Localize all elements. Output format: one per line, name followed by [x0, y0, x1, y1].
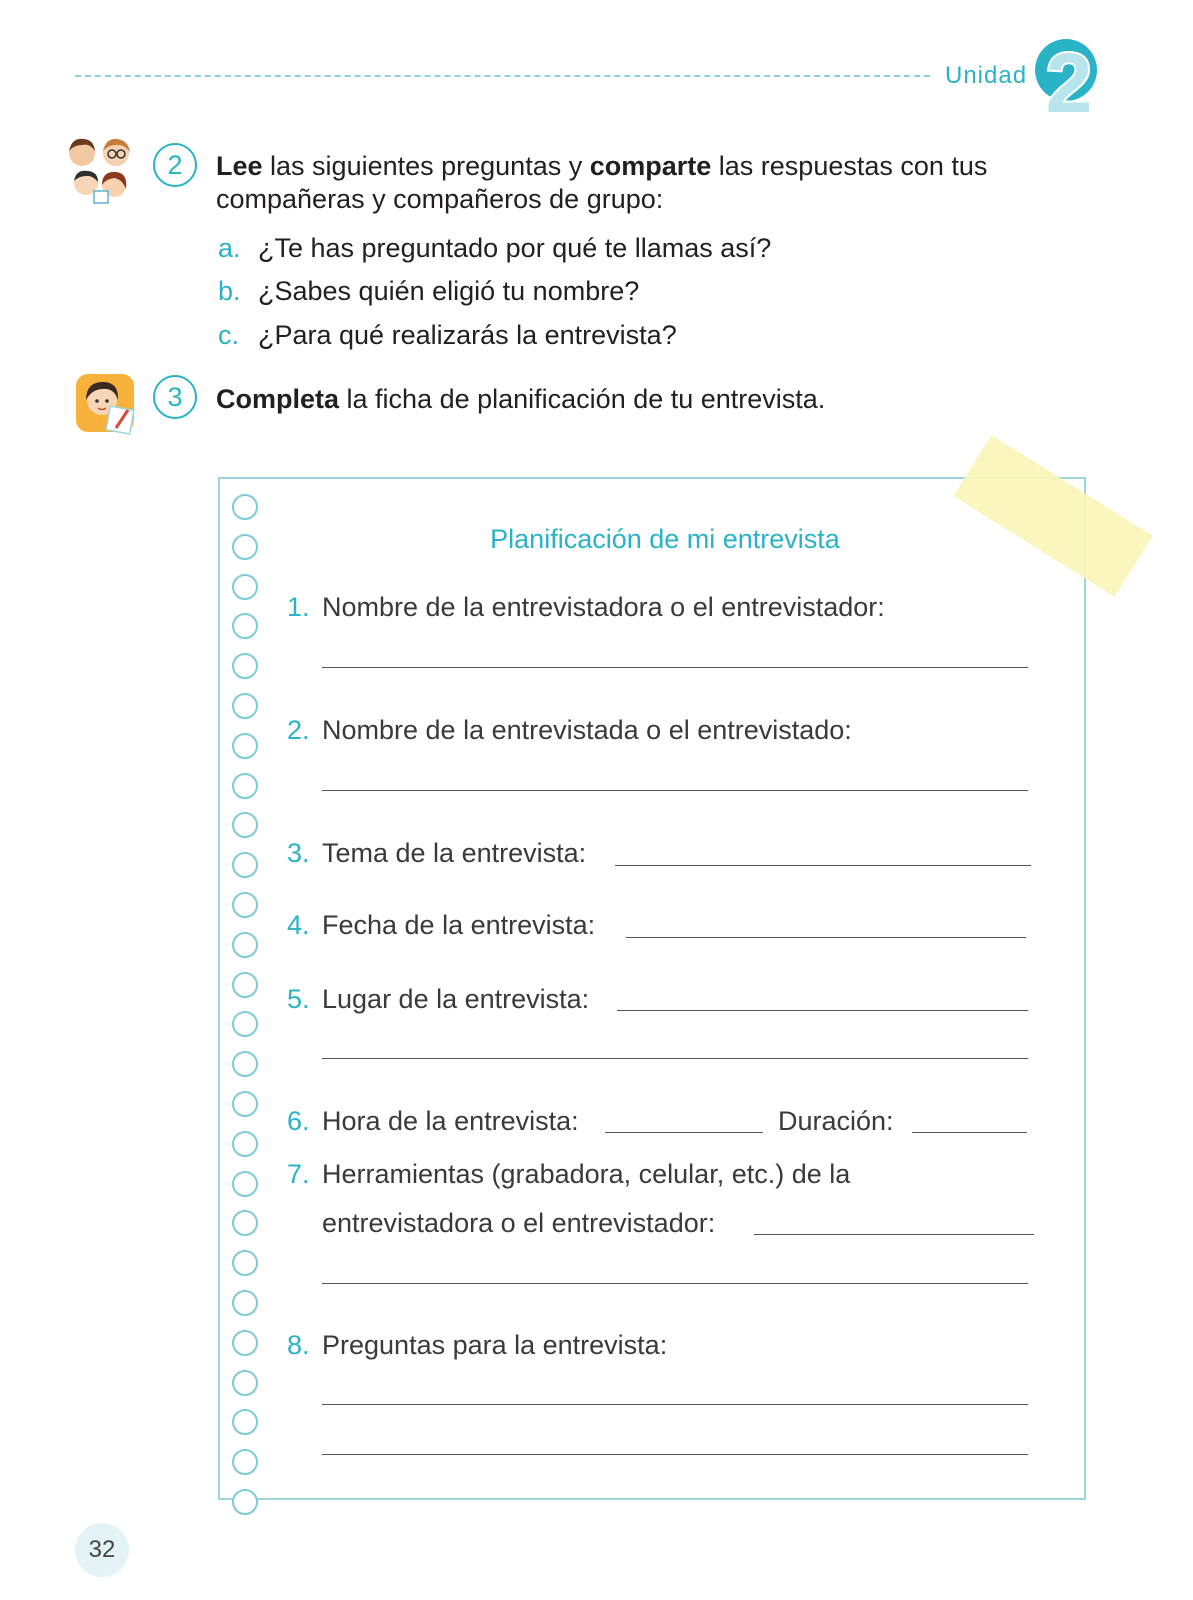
- notebook-hole: [232, 812, 258, 838]
- question-letter-c: c.: [218, 320, 240, 350]
- item-2-label: Nombre de la entrevistada o el entrevistado:: [322, 715, 852, 745]
- item-2-answer-line[interactable]: [322, 790, 1028, 791]
- item-8-label: Preguntas para la entrevista:: [322, 1330, 668, 1360]
- card-title: Planificación de mi entrevista: [490, 524, 840, 554]
- item-4-number: 4.: [287, 910, 310, 940]
- notebook-holes: [232, 494, 258, 1529]
- activity-2-verb-share: comparte: [589, 151, 712, 181]
- item-7-answer-line-2[interactable]: [322, 1283, 1028, 1284]
- notebook-hole: [232, 534, 258, 560]
- notebook-hole: [232, 972, 258, 998]
- notebook-hole: [232, 892, 258, 918]
- notebook-hole: [232, 613, 258, 639]
- activity-2-text-2: las respuestas con tus: [711, 151, 988, 181]
- item-7-label-2: entrevistadora o el entrevistador:: [322, 1208, 716, 1238]
- item-8-number: 8.: [287, 1330, 310, 1360]
- notebook-hole: [232, 733, 258, 759]
- notebook-hole: [232, 1210, 258, 1236]
- notebook-hole: [232, 494, 258, 520]
- notebook-hole: [232, 1330, 258, 1356]
- item-4-label: Fecha de la entrevista:: [322, 910, 596, 940]
- item-5-label: Lugar de la entrevista:: [322, 984, 590, 1014]
- item-5-answer-line-2[interactable]: [322, 1058, 1028, 1059]
- notebook-hole: [232, 1131, 258, 1157]
- activity-2-instruction: [216, 150, 987, 216]
- notebook-hole: [232, 773, 258, 799]
- activity-3-instruction: [216, 383, 825, 416]
- header-dashed-rule: [75, 75, 930, 77]
- notebook-hole: [232, 1091, 258, 1117]
- item-1-number: 1.: [287, 592, 310, 622]
- item-8-answer-line-2[interactable]: [322, 1454, 1028, 1455]
- item-2-number: 2.: [287, 715, 310, 745]
- item-7-answer-line[interactable]: [754, 1234, 1034, 1235]
- question-a: ¿Te has preguntado por qué te llamas así?: [258, 233, 772, 263]
- question-letter-b: b.: [218, 276, 241, 306]
- notebook-hole: [232, 574, 258, 600]
- item-6-time-line[interactable]: [605, 1132, 763, 1133]
- activity-2-number: 2: [153, 143, 197, 187]
- notebook-hole: [232, 1290, 258, 1316]
- notebook-hole: [232, 1489, 258, 1515]
- notebook-hole: [232, 1409, 258, 1435]
- activity-3-verb-complete: Completa: [216, 384, 340, 414]
- item-7-label: Herramientas (grabadora, celular, etc.) de la: [322, 1159, 851, 1189]
- notebook-hole: [232, 1171, 258, 1197]
- item-1-answer-line[interactable]: [322, 667, 1028, 668]
- notebook-hole: [232, 852, 258, 878]
- item-6-duration-line[interactable]: [912, 1132, 1027, 1133]
- group-children-icon: [64, 133, 136, 205]
- item-8-answer-line[interactable]: [322, 1404, 1028, 1405]
- notebook-hole: [232, 1449, 258, 1475]
- unit-number-badge: [1030, 32, 1100, 124]
- item-7-number: 7.: [287, 1159, 310, 1189]
- question-letter-a: a.: [218, 233, 241, 263]
- notebook-hole: [232, 693, 258, 719]
- item-3-answer-line[interactable]: [615, 865, 1031, 866]
- activity-3-number: 3: [153, 375, 197, 419]
- item-6-number: 6.: [287, 1106, 310, 1136]
- notebook-hole: [232, 653, 258, 679]
- item-6-label: Hora de la entrevista:: [322, 1106, 579, 1136]
- question-c: ¿Para qué realizarás la entrevista?: [258, 320, 677, 350]
- item-5-number: 5.: [287, 984, 310, 1014]
- unit-number: 2: [1045, 36, 1093, 124]
- item-6-duration-label: Duración:: [778, 1106, 894, 1136]
- activity-2-verb-read: Lee: [216, 151, 263, 181]
- item-1-label: Nombre de la entrevistadora o el entrevistador:: [322, 592, 885, 622]
- activity-2-text-1: las siguientes preguntas y: [262, 151, 590, 181]
- question-b: ¿Sabes quién eligió tu nombre?: [258, 276, 640, 306]
- notebook-hole: [232, 932, 258, 958]
- activity-2-text-3: compañeras y compañeros de grupo:: [216, 184, 664, 214]
- item-5-answer-line[interactable]: [617, 1010, 1028, 1011]
- notebook-hole: [232, 1370, 258, 1396]
- girl-writing-icon: [72, 370, 138, 436]
- item-4-answer-line[interactable]: [626, 937, 1026, 938]
- notebook-hole: [232, 1250, 258, 1276]
- notebook-hole: [232, 1051, 258, 1077]
- item-3-number: 3.: [287, 838, 310, 868]
- activity-3-text: la ficha de planificación de tu entrevista.: [339, 384, 826, 414]
- page-number: 32: [75, 1523, 129, 1577]
- item-3-label: Tema de la entrevista:: [322, 838, 587, 868]
- notebook-hole: [232, 1011, 258, 1037]
- unit-label: Unidad: [945, 62, 1028, 89]
